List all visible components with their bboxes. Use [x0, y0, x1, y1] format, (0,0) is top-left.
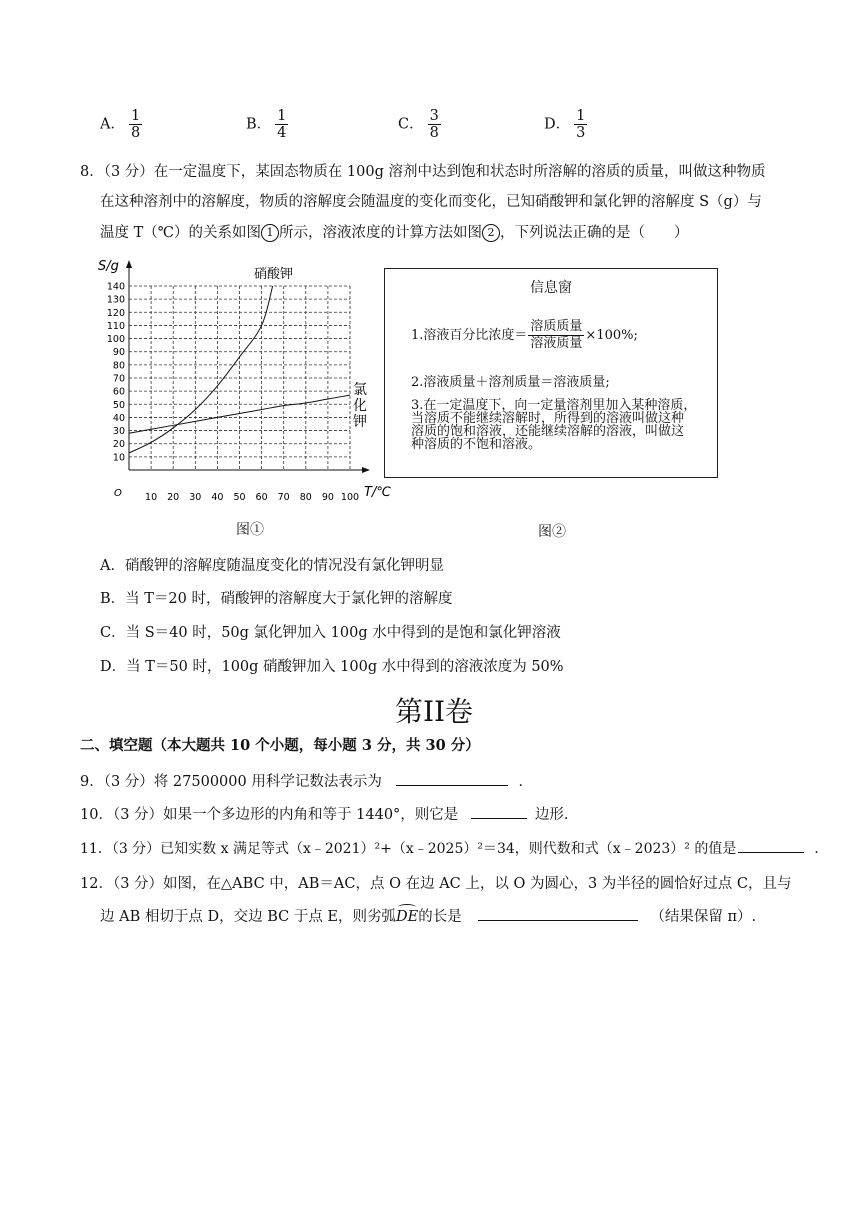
x-tick-label: 20 [167, 492, 180, 503]
info-item-3 [411, 399, 696, 451]
series-label-potassium-nitrate: 硝酸钾 [254, 267, 294, 282]
y-axis-arrow [126, 260, 132, 268]
q12-text-b: 的长是 [418, 909, 462, 925]
numerator: 1 [576, 108, 586, 124]
denominator: 8 [429, 125, 439, 141]
q12-line-1: 12．（3 分）如图，在△ABC 中，AB＝AC，点 O 在边 AC 上，以 O 为圆心，3 为半径的圆恰好过点 C，且与 [80, 876, 792, 892]
series-label-char: 化 [353, 398, 367, 414]
q12-text: 边 AB 相切于点 D，交边 BC 于点 E，则劣弧 [100, 909, 397, 925]
x-tick-label: 90 [321, 492, 334, 503]
denominator: 3 [576, 125, 586, 141]
q12-answer-blank[interactable] [478, 906, 638, 921]
q10 [80, 804, 569, 825]
info-window [384, 268, 718, 478]
x-tick-label: 30 [189, 492, 202, 503]
y-tick-label: 10 [112, 452, 125, 464]
q7-option-a [100, 108, 142, 141]
y-tick-label: 40 [112, 412, 125, 424]
denominator: 8 [130, 125, 141, 141]
y-tick-label: 140 [106, 281, 125, 293]
section-heading: 二、填空题（本大题共 10 个小题，每小题 3 分，共 30 分） [80, 737, 480, 754]
denominator: 溶液质量 [530, 336, 583, 351]
option-label: C． [398, 116, 424, 133]
q11-answer-blank[interactable] [738, 838, 804, 853]
info-item-3-line: 溶质的饱和溶液，还能继续溶解的溶液，叫做这 [411, 424, 685, 439]
chart-grid [129, 286, 350, 470]
x-tick-label: 40 [211, 492, 224, 503]
info-item-1 [411, 319, 638, 352]
series-label-potassium-chloride [353, 382, 367, 430]
info-window-title: 信息窗 [530, 280, 572, 296]
series-label-char: 氯 [353, 382, 367, 398]
y-tick-label: 90 [112, 347, 125, 359]
figure-2-caption: 图② [538, 524, 566, 540]
y-tick-label: 70 [112, 373, 125, 385]
y-tick-label: 30 [112, 426, 125, 438]
info-item-1-prefix: 1.溶液百分比浓度＝ [411, 328, 528, 343]
x-tick-label: 100 [340, 492, 360, 503]
q10-answer-blank[interactable] [471, 804, 527, 819]
info-item-1-fraction [528, 319, 584, 352]
q7-option-c [398, 108, 441, 141]
q8-line-2: 在这种溶剂中的溶解度，物质的溶解度会随温度的变化而变化，已知硝酸钾和氯化钾的溶解度 S（g）与 [100, 194, 762, 210]
fraction [574, 108, 587, 141]
q8-line-3-part-c: ，下列说法正确的是（ ） [500, 225, 689, 241]
section-title: 第II卷 [394, 695, 474, 728]
x-tick-label: 70 [277, 492, 290, 503]
q8-option-a: A．硝酸钾的溶解度随温度变化的情况没有氯化钾明显 [100, 558, 444, 574]
q7-option-b [246, 108, 288, 141]
origin-label: O [114, 488, 122, 499]
solubility-chart [96, 252, 396, 508]
q8-line-3 [100, 223, 689, 243]
numerator: 1 [277, 108, 287, 124]
q7-option-d [544, 108, 587, 141]
fraction [275, 108, 288, 141]
arc-de: DE [396, 909, 419, 925]
denominator: 4 [277, 125, 287, 141]
q8-option-d: D．当 T＝50 时，100g 硝酸钾加入 100g 水中得到的溶液浓度为 50% [100, 659, 564, 675]
info-item-2: 2.溶液质量＋溶剂质量＝溶液质量; [411, 375, 610, 390]
y-tick-label: 80 [112, 360, 125, 372]
info-item-3-line: 种溶质的不饱和溶液。 [411, 437, 542, 452]
fraction [129, 108, 142, 141]
q10-tail: 边形. [534, 807, 569, 823]
q11 [80, 838, 828, 859]
x-axis-arrow [362, 467, 370, 473]
q8-line-3-part-a: 温度 T（℃）的关系如图 [100, 225, 262, 241]
y-tick-label: 120 [106, 307, 125, 319]
figure-1-caption: 图① [236, 522, 264, 538]
y-tick-label: 60 [112, 386, 125, 398]
q12-line-2 [100, 906, 756, 927]
x-tick-label: 60 [255, 492, 268, 503]
numerator: 溶质质量 [530, 319, 583, 334]
option-label: D． [544, 116, 571, 133]
curve-potassium-nitrate [129, 286, 273, 453]
option-label: A． [100, 116, 125, 133]
option-label: B． [246, 116, 272, 133]
info-item-3-line: 3.在一定温度下，向一定量溶剂里加入某种溶质， [411, 398, 697, 413]
q9 [80, 771, 533, 792]
figure-1-mark: 1 [261, 224, 279, 242]
q8-option-c: C．当 S＝40 时，50g 氯化钾加入 100g 水中得到的是饱和氯化钾溶液 [100, 625, 561, 641]
q11-text: 11．（3 分）已知实数 x 满足等式（x﹣2021）²+（x﹣2025）²＝34，则代数和式（x﹣2023）² 的值是 [80, 841, 737, 857]
chart-axes [126, 260, 370, 473]
y-tick-label: 20 [112, 439, 125, 451]
q12-tail: （结果保留 π）. [650, 909, 757, 925]
x-axis-label: T/℃ [364, 485, 391, 500]
q8-line-3-part-b: 所示，溶液浓度的计算方法如图 [279, 225, 483, 241]
q9-answer-blank[interactable] [396, 771, 508, 786]
x-tick-label: 80 [299, 492, 312, 503]
series-label-char: 钾 [353, 414, 367, 430]
q10-text: 10．（3 分）如果一个多边形的内角和等于 1440°，则它是 [80, 807, 459, 823]
q8-option-b: B．当 T＝20 时，硝酸钾的溶解度大于氯化钾的溶解度 [100, 591, 453, 607]
figure-2-mark: 2 [482, 224, 500, 242]
x-tick-label: 50 [233, 492, 246, 503]
fraction [428, 108, 441, 141]
y-tick-label: 50 [112, 399, 125, 411]
x-tick-label: 10 [145, 492, 158, 503]
info-item-3-line: 当溶质不能继续溶解时，所得到的溶液叫做这种 [411, 411, 685, 426]
y-tick-label: 100 [106, 334, 125, 346]
q9-text: 9．（3 分）将 27500000 用科学记数法表示为 [80, 774, 382, 790]
q11-tail: ． [814, 841, 829, 857]
numerator: 1 [130, 108, 141, 124]
q9-tail: ． [518, 774, 533, 790]
y-tick-label: 130 [106, 294, 125, 306]
y-tick-label: 110 [106, 320, 125, 332]
y-axis-label: S/g [98, 259, 119, 274]
numerator: 3 [429, 108, 439, 124]
q8-line-1: 8．（3 分）在一定温度下，某固态物质在 100g 溶剂中达到饱和状态时所溶解的溶质的质量，叫做这种物质 [80, 164, 766, 180]
info-item-1-suffix: ×100%; [585, 328, 638, 343]
